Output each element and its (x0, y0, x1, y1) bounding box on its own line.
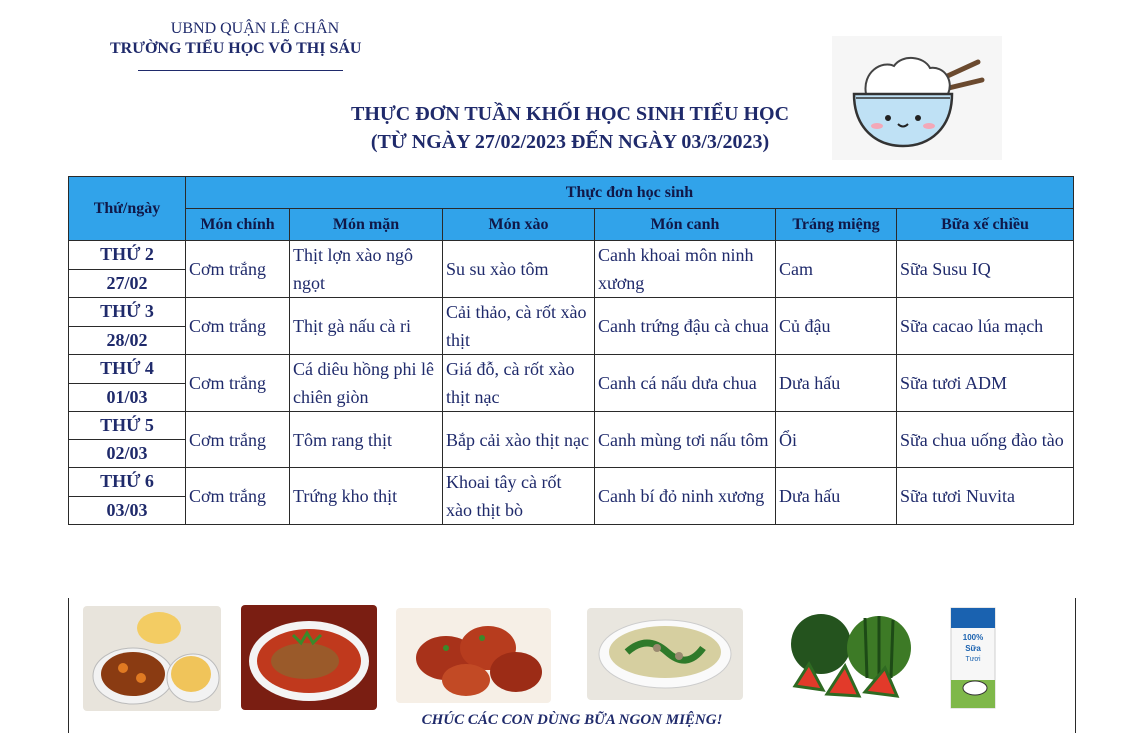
braised-meat-photo (396, 608, 551, 703)
school-header (110, 20, 410, 58)
menu-cell: Thịt lợn xào ngô ngọt (290, 241, 443, 298)
column-header: Món chính (186, 209, 290, 241)
table-row (69, 298, 1074, 327)
weekly-menu-table (68, 176, 1074, 525)
menu-cell: Canh cá nấu dưa chua (595, 355, 776, 412)
menu-date-range: (TỪ NGÀY 27/02/2023 ĐẾN NGÀY 03/3/2023) (370, 131, 770, 153)
menu-cell: Sữa Susu IQ (897, 241, 1074, 298)
menu-cell: Canh trứng đậu cà chua (595, 298, 776, 355)
date-label: 01/03 (69, 383, 186, 412)
fried-fish-photo (241, 605, 377, 710)
district-name: UBND QUẬN LÊ CHÂN (170, 20, 340, 37)
menu-cell: Giá đỗ, cà rốt xào thịt nạc (443, 355, 595, 412)
milk-label-percent: 100% (962, 633, 984, 642)
column-header: Món mặn (290, 209, 443, 241)
column-header: Món canh (595, 209, 776, 241)
day-label: THỨ 2 (69, 241, 186, 270)
menu-cell: Bắp cải xào thịt nạc (443, 412, 595, 468)
date-label: 03/03 (69, 496, 186, 525)
menu-cell: Sữa chua uống đào tào (897, 412, 1074, 468)
menu-cell: Canh mùng tơi nấu tôm (595, 412, 776, 468)
menu-cell: Ổi (776, 412, 897, 468)
menu-cell: Cải thảo, cà rốt xào thịt (443, 298, 595, 355)
column-header: Bữa xế chiều (897, 209, 1074, 241)
menu-cell: Sữa tươi ADM (897, 355, 1074, 412)
menu-cell: Cam (776, 241, 897, 298)
menu-group-header: Thực đơn học sinh (186, 177, 1074, 209)
day-label: THỨ 3 (69, 298, 186, 327)
menu-cell: Sữa cacao lúa mạch (897, 298, 1074, 355)
column-header: Món xào (443, 209, 595, 241)
menu-cell: Dưa hấu (776, 355, 897, 412)
menu-cell: Su su xào tôm (443, 241, 595, 298)
column-header: Tráng miệng (776, 209, 897, 241)
rice-bowl-illustration (832, 36, 1002, 160)
table-row (69, 241, 1074, 270)
menu-cell: Canh bí đỏ ninh xương (595, 468, 776, 525)
day-label: THỨ 5 (69, 412, 186, 440)
date-label: 28/02 (69, 326, 186, 355)
curry-bread-photo (83, 606, 221, 711)
header-underline (138, 70, 343, 71)
menu-cell: Canh khoai môn ninh xương (595, 241, 776, 298)
watermelon-photo (787, 608, 915, 704)
menu-cell: Trứng kho thịt (290, 468, 443, 525)
menu-cell: Cơm trắng (186, 241, 290, 298)
day-label: THỨ 4 (69, 355, 186, 384)
menu-cell: Thịt gà nấu cà ri (290, 298, 443, 355)
day-column-header: Thứ/ngày (69, 177, 186, 241)
menu-cell: Củ đậu (776, 298, 897, 355)
table-row (69, 412, 1074, 440)
day-label: THỨ 6 (69, 468, 186, 497)
table-row (69, 468, 1074, 497)
menu-cell: Cơm trắng (186, 468, 290, 525)
menu-cell: Tôm rang thịt (290, 412, 443, 468)
milk-label-tuoi: Tươi (965, 656, 981, 663)
menu-cell: Cơm trắng (186, 412, 290, 468)
menu-cell: Khoai tây cà rốt xào thịt bò (443, 468, 595, 525)
column-header-row (69, 209, 1074, 241)
green-soup-photo (587, 608, 743, 700)
menu-title (260, 100, 880, 156)
menu-cell: Dưa hấu (776, 468, 897, 525)
food-photo-strip (68, 598, 1076, 733)
table-row (69, 355, 1074, 384)
date-label: 27/02 (69, 269, 186, 298)
date-label: 02/03 (69, 440, 186, 468)
menu-cell: Cơm trắng (186, 298, 290, 355)
milk-label-sua: Sữa (965, 644, 981, 653)
menu-cell: Cá diêu hồng phi lê chiên giòn (290, 355, 443, 412)
footer-slogan: CHÚC CÁC CON DÙNG BỮA NGON MIỆNG! (421, 712, 723, 728)
menu-title-line1: THỰC ĐƠN TUẦN KHỐI HỌC SINH TIỂU HỌC (350, 103, 790, 125)
menu-cell: Cơm trắng (186, 355, 290, 412)
school-name: TRƯỜNG TIỂU HỌC VÕ THỊ SÁU (110, 40, 362, 57)
menu-cell: Sữa tươi Nuvita (897, 468, 1074, 525)
milk-carton-photo (947, 604, 1001, 712)
